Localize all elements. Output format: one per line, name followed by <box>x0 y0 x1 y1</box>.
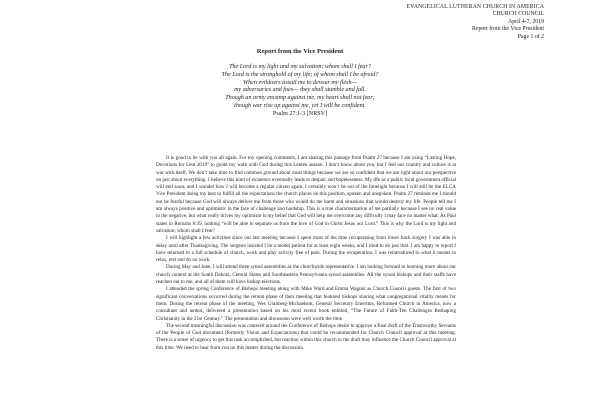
verse-line: my adversaries and foes— they shall stumble and fall. <box>234 87 366 94</box>
header-page-number: Page 1 of 2 <box>517 33 544 40</box>
body-paragraph: I attended the spring Conference of Bishops meeting along with Mike Ward and Emma Wagner as Church Council guests. The first of two significant conversations occurred during the retreat phase of their meeting that featured bishops sharing what congregational vitality means for them. During the retreat phase of the meeting, Wes Granberg-Michaelson, General Secretary Emeritus, Reformed Church in America, now a consultant and author, delivered a presentation based on his most recent book entitled, “The Future of Faith-Ten Challenges Reshaping Christianity in the 21st Century.” The presentation and discussion were well worth the time. <box>156 286 456 322</box>
header-date: April 4-7, 2019 <box>508 18 544 25</box>
verse-line: The Lord is the stronghold of my life; of whom shall I be afraid? <box>221 71 379 78</box>
report-body <box>156 155 456 352</box>
verse-citation: Psalm 27:1-3 [NRSV] <box>272 110 328 117</box>
body-paragraph: I will highlight a few activities since our last meeting because I spent most of the time recuperating from lower back surgery I was able to delay until after Thanksgiving. The surgeon insisted I be a model patient for at least eight weeks, and I tried to do just that. I am happy to report I have returned to a full schedule of church, work and play activity free of pain. During the recuperation, I was reintroduced to what it means to relax, rest and do no work. <box>156 235 456 264</box>
verse-line: When evildoers assail me to devour my flesh— <box>243 79 357 86</box>
body-paragraph: During May and June, I will attend three synod assemblies as the churchwide representative. I am looking forward to learning more about our church context at the South Dakota, Central States and Southeastern Pennsylvania synod assemblies. All the synod bishops and their staffs have reached out to me, and all of them will have bishop elections. <box>156 264 456 286</box>
body-paragraph: It is good to be with you all again. For my opening comments, I am sharing this passage from Psalm 27 because I am using “Lasting Hope, Devotions for Lent 2019” to guide my walk with God during this Lenten season. I don’t know about you, but I feel our country and culture is at war with itself. We don’t take time to find common ground about most things because we are so confident that we are right about our perspective on just about everything. I believe this kind of existence eventually leads to despair and hopelessness. My life as a public local government official will end soon, and I wonder how I will become a regular citizen again. I certainly won’t be out of the limelight because I will still be the ELCA Vice President doing my best to fulfill all the expectations the church places on this position, spoken and unspoken. Psalm 27 reminds me I should not be fearful because God will always deliver me from those who would do me harm and situations that would destroy my life. People tell me I am always positive and optimistic in the face of challenge and hardship. This is a true characterization of me partially because I see no real value in the negative, but what really drives my optimism is my belief that God will help me overcome any difficulty I may face no matter what. As Paul states in Romans 8:39, nothing “will be able to separate us from the love of God in Christ Jesus our Lord.” This is why the Lord is my light and salvation; whom shall I fear? <box>156 155 456 234</box>
body-paragraph: The second meaningful discussion was centered around the Conference of Bishops desire to approve a final draft of the Trustworthy Servants of the People of God document (formerly Vision and Expectations) that could be recommended for Church Council approval at this meeting. There is a sense of urgency to get this task accomplished, but reaction within this church to the draft may influence the Church Council approval at this time. We need to hear from you on this matter during the discussion. <box>156 322 456 351</box>
page-title: Report from the Vice President <box>256 48 344 55</box>
header-organization: EVANGELICAL LUTHERAN CHURCH IN AMERICA <box>406 4 544 10</box>
verse-line: The Lord is my light and my salvation; whom shall I fear? <box>229 64 371 70</box>
document-header <box>407 4 544 41</box>
verse-line: though war rise up against me, yet I will be confident. <box>234 102 366 109</box>
verse-line: Though an army encamp against me, my heart shall not fear; <box>225 95 375 102</box>
scripture-passage <box>0 64 600 119</box>
header-council: CHURCH COUNCIL <box>492 11 544 18</box>
header-document-name: Report from the Vice President <box>472 26 544 33</box>
